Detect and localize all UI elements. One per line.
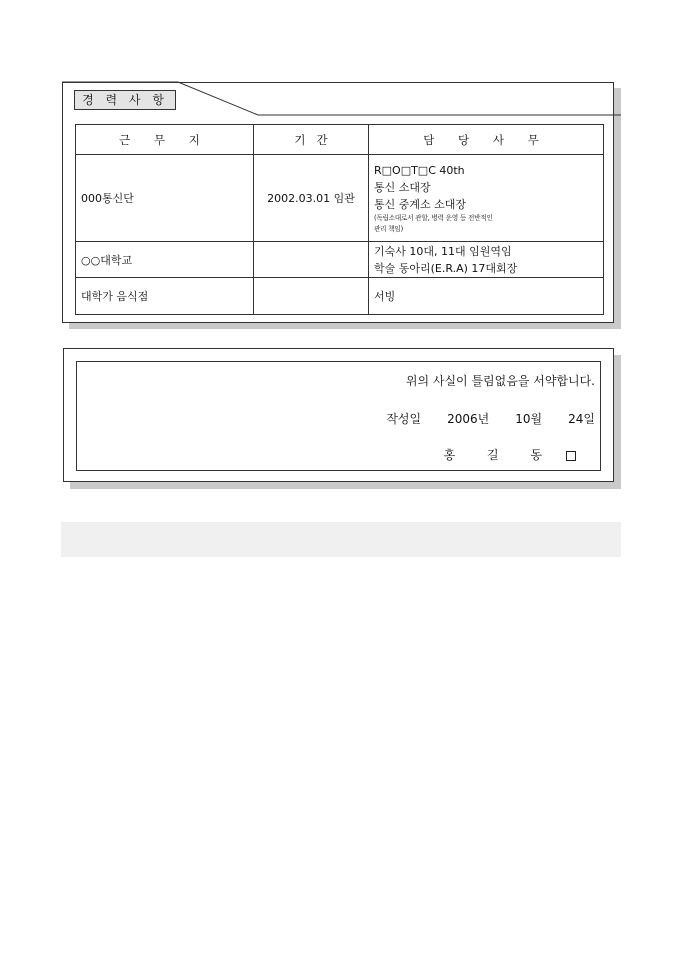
header-period: 기 간: [254, 125, 369, 155]
signer-name: 홍 길 동: [443, 448, 556, 462]
place-cell: 000통신단: [76, 155, 254, 242]
duty-line: 기숙사 10대, 11대 임원역임: [374, 244, 512, 258]
duty-note-line: 관리 책임): [374, 224, 403, 233]
pledge-box: [76, 361, 601, 471]
duty-line: 학술 동아리(E.R.A) 17대회장: [374, 261, 518, 275]
period-cell: 2002.03.01 임관: [254, 155, 369, 242]
date-label: 작성일: [386, 412, 422, 426]
pledge-statement: 위의 사실이 틀림없음을 서약합니다.: [405, 374, 595, 388]
date-row: [386, 410, 595, 427]
duty-line: 서빙: [374, 289, 396, 303]
duty-line: 통신 소대장: [374, 180, 431, 194]
duty-cell: [369, 242, 604, 278]
date-year: 2006년: [447, 412, 490, 426]
career-tab-title: 경 력 사 항: [74, 90, 176, 110]
header-place: 근 무 지: [76, 125, 254, 155]
place-cell: 대학가 음식점: [76, 278, 254, 315]
period-cell: [254, 242, 369, 278]
table-row: [76, 242, 604, 278]
duty-line: R□O□T□C 40th: [374, 163, 465, 177]
table-row: [76, 278, 604, 315]
period-cell: [254, 278, 369, 315]
signer-row: [444, 446, 576, 463]
place-cell: ○○대학교: [76, 242, 254, 278]
date-day: 24일: [568, 412, 595, 426]
career-table-header: [76, 125, 604, 155]
gray-band: [61, 522, 621, 557]
duty-line: 통신 중계소 소대장: [374, 197, 467, 211]
career-table: [75, 124, 604, 315]
duty-cell: [369, 278, 604, 315]
table-row: [76, 155, 604, 242]
duty-note-line: (독립소대로서 관할, 병력 운영 등 전반적인: [374, 213, 493, 222]
header-duty: 담 당 사 무: [369, 125, 604, 155]
seal-box-icon: [566, 451, 576, 461]
duty-cell: [369, 155, 604, 242]
date-month: 10월: [515, 412, 543, 426]
